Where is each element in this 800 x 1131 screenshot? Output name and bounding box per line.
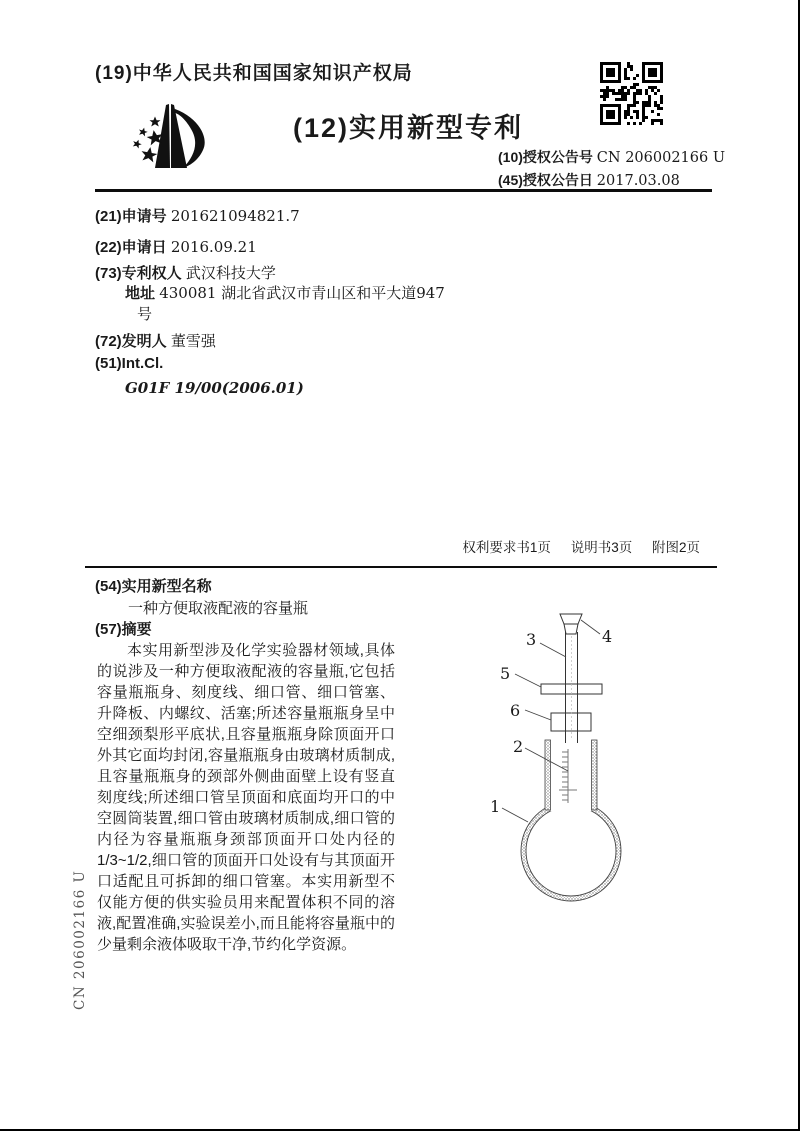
patentee-row: [95, 262, 276, 283]
filing-date-row: [95, 236, 257, 257]
screw-block: [551, 713, 591, 731]
flask-body: [521, 794, 621, 901]
invention-title: 一种方便取液配液的容量瓶: [128, 600, 309, 617]
pages-info: [400, 536, 700, 556]
qr-code: [600, 62, 663, 125]
pub-number-value: CN 206002166 U: [596, 150, 726, 166]
pub-number-label: (10)授权公告号: [498, 149, 593, 165]
address-row: [125, 283, 449, 325]
claims-pages: 权利要求书1页: [462, 540, 551, 555]
header-divider-rule: [95, 189, 712, 192]
section-divider-rule: [85, 566, 717, 568]
figure-label-3: 3: [526, 630, 537, 649]
figure-label-1: 1: [490, 797, 501, 816]
patentee-value: 武汉科技大学: [185, 265, 276, 282]
intcl-value: G01F 19/00(2006.01): [125, 379, 304, 397]
address-label: 地址: [125, 285, 156, 302]
figure-label-2: 2: [513, 737, 524, 756]
pub-date-value: 2017.03.08: [596, 173, 680, 189]
publication-date-row: [498, 170, 680, 190]
sidebar-publication-code: CN 206002166 U: [72, 869, 88, 1010]
patentee-label: (73)专利权人: [95, 265, 182, 282]
intcl-row: [95, 355, 163, 372]
inventor-value: 董雪强: [170, 333, 216, 350]
figure-label-6: 6: [510, 701, 521, 720]
filing-date-value: 2016.09.21: [170, 238, 257, 256]
application-number-row: [95, 205, 300, 226]
publication-number-row: [498, 147, 725, 167]
pub-date-label: (45)授权公告日: [498, 172, 593, 188]
cnipa-logo: [125, 98, 245, 193]
figure-label-5: 5: [500, 664, 511, 683]
application-number-value: 201621094821.7: [170, 207, 300, 225]
tube-stopper: [560, 614, 582, 634]
abstract-label: (57)摘要: [95, 621, 152, 638]
authority-name: (19)中华人民共和国国家知识产权局: [95, 63, 413, 84]
figure-volumetric-flask: [460, 598, 710, 928]
filing-date-label: (22)申请日: [95, 239, 167, 256]
abstract-text: 本实用新型涉及化学实验器材领域,具体的说涉及一种方便取液配液的容量瓶,它包括容量瓶瓶身、刻度线、细口管、细口管塞、升降板、内螺纹、活塞;所述容量瓶瓶身呈中空细颈梨形平底状,且容量瓶瓶身除顶面开口外其它面均封闭,容量瓶瓶身由玻璃材质制成,且容量瓶瓶身的颈部外侧曲面壁上设有竖直刻度线;所述细口管呈顶面和底面均开口的中空圆筒装置,细口管由玻璃材质制成,细口管的内径为容量瓶瓶身颈部顶面开口处内径的1/3~1/2,细口管的顶面开口处设有与其顶面开口适配且可拆卸的细口管塞。本实用新型不仅能方便的供实验员用来配置体积不同的溶液,配置准确,实验误差小,而且能将容量瓶中的少量剩余液体吸取干净,节约化学资源。: [97, 642, 395, 953]
invention-title-label: (54)实用新型名称: [95, 578, 212, 595]
address-value: 430081 湖北省武汉市青山区和平大道947号: [137, 284, 445, 323]
drawings-pages: 附图2页: [651, 540, 700, 555]
application-number-label: (21)申请号: [95, 208, 167, 225]
inventor-label: (72)发明人: [95, 333, 167, 350]
intcl-label: (51)Int.Cl.: [95, 355, 164, 372]
description-pages: 说明书3页: [570, 540, 633, 555]
document-type-title: (12)实用新型专利: [293, 113, 524, 143]
inventor-row: [95, 330, 216, 351]
figure-label-4: 4: [602, 627, 613, 646]
